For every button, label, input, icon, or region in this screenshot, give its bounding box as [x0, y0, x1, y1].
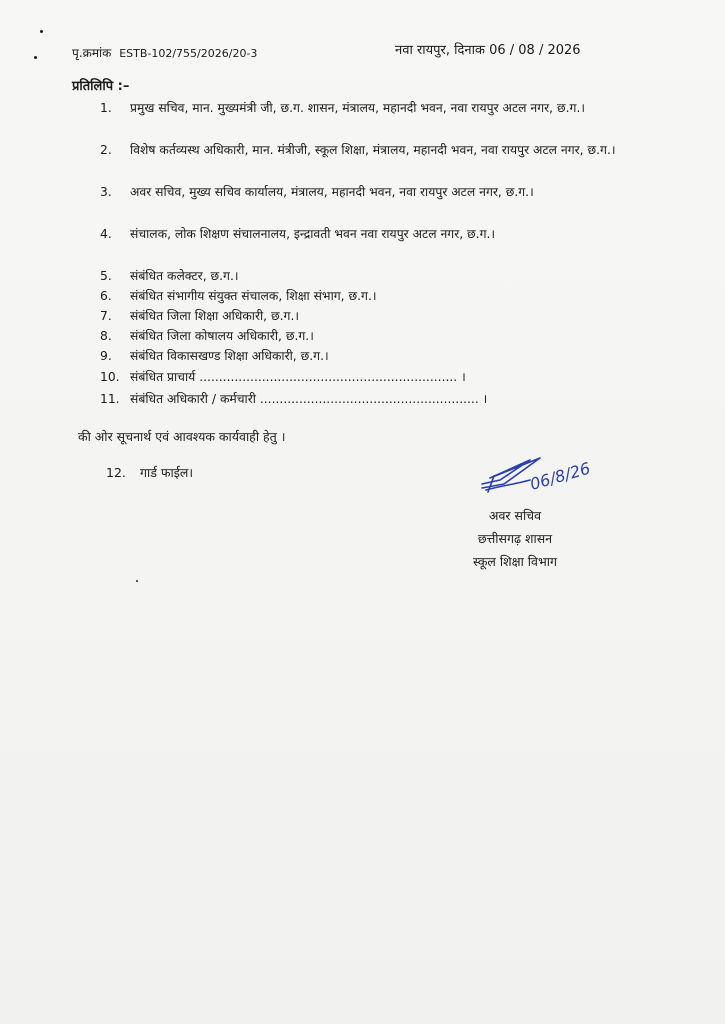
guard-file-text: गार्ड फाईल। [139, 465, 194, 480]
recipient-text: संबंधित जिला कोषालय अधिकारी, छ.ग.। [130, 329, 314, 343]
recipient-number: 9. [100, 349, 112, 363]
recipient-item [100, 306, 630, 326]
closing-line: की ओर सूचनार्थ एवं आवश्यक कार्यवाही हेतु । [78, 429, 286, 444]
copy-heading: प्रतिलिपि :– [72, 79, 130, 94]
recipient-text: संबंधित कलेक्टर, छ.ग.। [130, 269, 239, 283]
recipient-number: 7. [100, 309, 112, 323]
guard-file-line [106, 464, 193, 481]
recipient-number: 4. [100, 227, 112, 241]
scan-speck [40, 30, 43, 33]
recipient-item [100, 182, 630, 202]
recipient-number: 10. [100, 370, 120, 384]
recipient-item [100, 224, 630, 244]
recipient-number: 1. [100, 101, 112, 115]
reference-code: ESTB-102/755/2026/20-3 [119, 47, 258, 60]
signatory-designation: अवर सचिव [488, 508, 542, 523]
recipient-text: अवर सचिव, मुख्य सचिव कार्यालय, मंत्रालय, महानदी भवन, नवा रायपुर अटल नगर, छ.ग.। [130, 185, 534, 199]
recipient-item [100, 346, 630, 366]
recipient-text: संचालक, लोक शिक्षण संचालनालय, इन्द्रावती भवन नवा रायपुर अटल नगर, छ.ग.। [130, 227, 496, 241]
recipient-item [100, 326, 630, 346]
recipient-text: संबंधित प्राचार्य .................................................................. । [130, 370, 466, 384]
recipient-number: 2. [100, 143, 112, 157]
reference-number [72, 44, 257, 61]
recipient-text: संबंधित जिला शिक्षा अधिकारी, छ.ग.। [130, 309, 300, 323]
recipient-item [100, 367, 630, 387]
recipient-number: 6. [100, 289, 112, 303]
recipient-text: प्रमुख सचिव, मान. मुख्यमंत्री जी, छ.ग. शासन, मंत्रालय, महानदी भवन, नवा रायपुर अटल नगर, छ.ग.। [130, 101, 586, 115]
signatory-department: स्कूल शिक्षा विभाग [472, 554, 558, 569]
recipient-number: 8. [100, 329, 112, 343]
recipient-number: 3. [100, 185, 112, 199]
signature-date: 06/8/26 [527, 458, 593, 494]
recipient-text: संबंधित संभागीय संयुक्त संचालक, शिक्षा संभाग, छ.ग.। [130, 289, 377, 303]
recipient-item [100, 266, 630, 286]
recipient-text: संबंधित विकासखण्ड शिक्षा अधिकारी, छ.ग.। [130, 349, 329, 363]
recipient-text: विशेष कर्तव्यस्थ अधिकारी, मान. मंत्रीजी, स्कूल शिक्षा, मंत्रालय, महानदी भवन, नवा रायपुर अटल नगर, छ.ग.। [130, 143, 616, 157]
guard-file-number: 12. [106, 465, 126, 480]
recipient-item [100, 286, 630, 306]
scan-speck [34, 56, 37, 59]
recipient-item [100, 98, 630, 118]
recipient-item [100, 389, 630, 409]
reference-prefix: पृ.क्रमांक [72, 46, 112, 60]
recipient-number: 11. [100, 392, 120, 406]
signature-block [440, 504, 590, 573]
recipient-item [100, 140, 630, 160]
recipient-number: 5. [100, 269, 112, 283]
signatory-government: छत्तीसगढ़ शासन [477, 531, 553, 546]
handwritten-signature [470, 440, 610, 500]
scan-speck [136, 580, 138, 582]
place-and-date: नवा रायपुर, दिनाक 06 / 08 / 2026 [395, 43, 581, 58]
recipient-text: संबंधित अधिकारी / कर्मचारी ........................................................ । [130, 392, 488, 406]
